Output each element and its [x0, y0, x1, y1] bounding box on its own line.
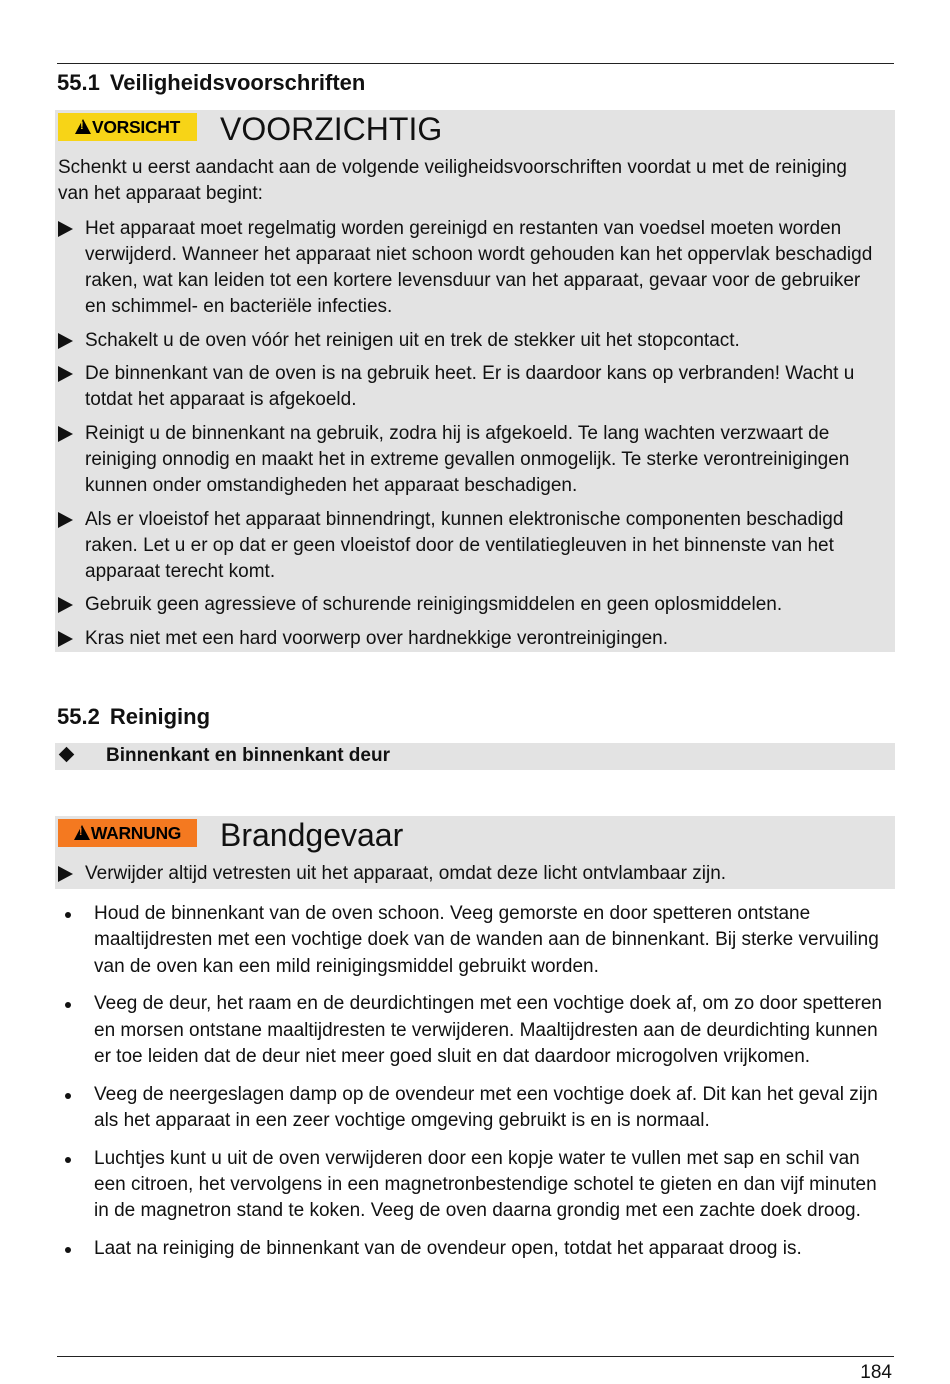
caution-item: Reinigt u de binnenkant na gebruik, zodra hij is afgekoeld. Te lang wachten verzwaart de reiniging onnodig en maakt het in extreme gevallen onmogelijk. Te sterke verontreinigingen kunnen onder omstandigheden het apparaat beschadigen. [58, 421, 885, 500]
caution-item: Het apparaat moet regelmatig worden gereinigd en restanten van voedsel moeten worden verwijderd. Wanneer het apparaat niet schoon wordt gehouden kan het oppervlak beschadigd raken, wat kan leiden tot een kortere levensduur van het apparaat, gevaar voor de gebruiker en schimmel- en bacteriële infecties. [58, 216, 885, 321]
section-heading-cleaning [57, 704, 210, 730]
warning-badge-label: WARNUNG [90, 823, 182, 843]
caution-item: Kras niet met een hard voorwerp over hardnekkige verontreinigingen. [58, 626, 885, 652]
list-item: Veeg de deur, het raam en de deurdichtingen met een vochtige doek af, om zo door spetteren en morsen ontstane maaltijdresten te verwijderen. Maaltijdresten aan de deurdichting kunnen er toe leiden dat de deur niet meer goed sluit en dat daardoor microgolven vrijkomen. [57, 991, 892, 1070]
warning-list [55, 861, 895, 887]
section-title: Reiniging [109, 704, 211, 729]
caution-badge-label: VORSICHT [91, 117, 181, 137]
list-item: Laat na reiniging de binnenkant van de ovendeur open, totdat het apparaat droog is. [57, 1236, 892, 1262]
warning-title: Brandgevaar [220, 817, 404, 853]
top-rule [57, 63, 894, 64]
warning-triangle-icon [74, 825, 90, 840]
section-title: Veiligheidsvoorschriften [109, 70, 366, 95]
caution-item: Gebruik geen agressieve of schurende reinigingsmiddelen en geen oplosmiddelen. [58, 592, 885, 618]
caution-item: Als er vloeistof het apparaat binnendringt, kunnen elektronische componenten beschadigd raken. Let u er op dat er geen vloeistof door de ventilatiegleuven in het binnenste van het apparaat terecht komt. [58, 507, 885, 586]
diamond-bullet-icon [59, 747, 75, 763]
page-number: 184 [860, 1362, 892, 1383]
bottom-rule [57, 1356, 894, 1357]
warning-triangle-icon [75, 119, 91, 134]
caution-item: Schakelt u de oven vóór het reinigen uit en trek de stekker uit het stopcontact. [58, 328, 885, 354]
warning-badge [58, 819, 197, 847]
caution-header [55, 110, 895, 152]
subheading-bar [55, 743, 895, 770]
caution-item: De binnenkant van de oven is na gebruik heet. Er is daardoor kans op verbranden! Wacht u totdat het apparaat is afgekoeld. [58, 361, 885, 414]
caution-intro: Schenkt u eerst aandacht aan de volgende veiligheidsvoorschriften voordat u met de reiniging van het apparaat begint: [58, 157, 848, 205]
cleaning-instructions [57, 901, 892, 1274]
list-item: Houd de binnenkant van de oven schoon. Veeg gemorste en door spetteren ontstane maaltijdresten met een vochtige doek van de wanden aan de binnenkant. Bij sterke vervuiling van de oven kan een mild reinigingsmiddel gebruikt worden. [57, 901, 892, 980]
warning-item: Verwijder altijd vetresten uit het apparaat, omdat deze licht ontvlambaar zijn. [58, 861, 885, 887]
warning-box [55, 816, 895, 889]
caution-box [55, 110, 895, 652]
caution-list [55, 216, 895, 652]
subheading-label: Binnenkant en binnenkant deur [106, 745, 390, 766]
warning-header [55, 816, 895, 858]
caution-title: VOORZICHTIG [220, 111, 443, 147]
list-item: Luchtjes kunt u uit de oven verwijderen door een kopje water te vullen met sap en schil van een citroen, het vervolgens in een magnetronbestendige schotel te gieten en dan vijf minuten in de magnetron stand te koken. Veeg de oven daarna grondig met een zachte doek droog. [57, 1146, 892, 1225]
caution-badge [58, 113, 197, 141]
section-number: 55.2 [57, 704, 100, 729]
section-heading-safety [57, 70, 365, 96]
list-item: Veeg de neergeslagen damp op de ovendeur met een vochtige doek af. Dit kan het geval zijn als het apparaat in een zeer vochtige omgeving gebruikt is en is normaal. [57, 1082, 892, 1135]
section-number: 55.1 [57, 70, 100, 95]
